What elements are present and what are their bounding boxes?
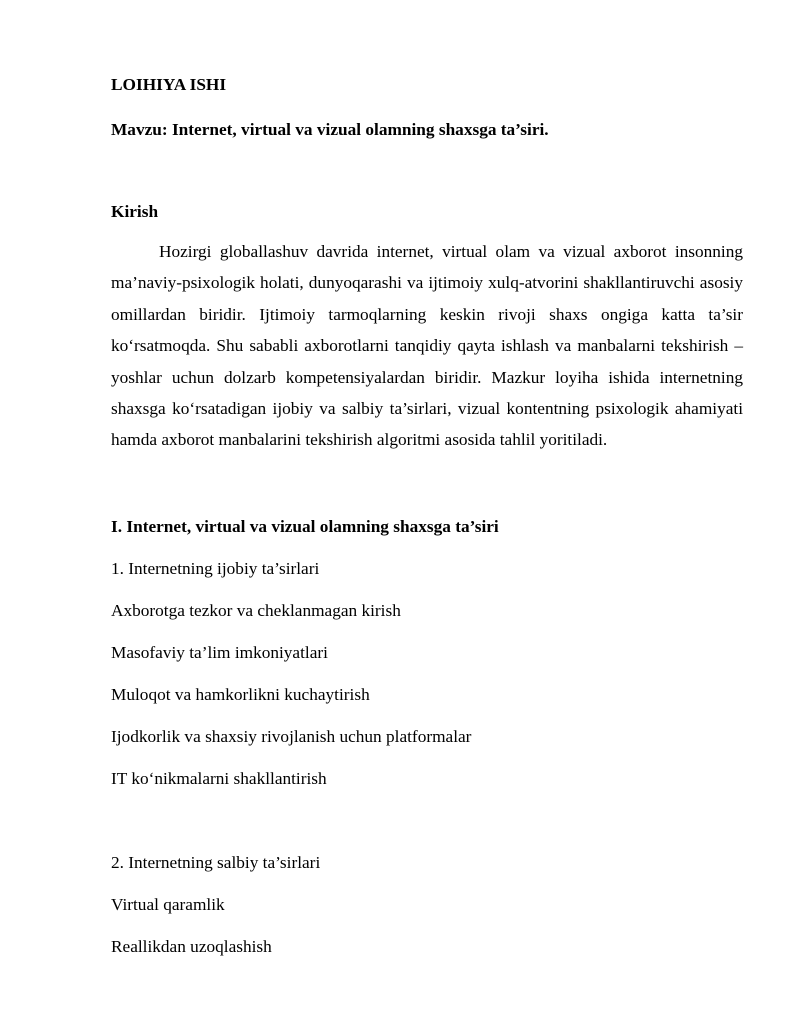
document-topic: Mavzu: Internet, virtual va vizual olamning shaxsga ta’siri. xyxy=(111,120,549,139)
list-item: Reallikdan uzoqlashish xyxy=(111,937,272,956)
list-item: Axborotga tezkor va cheklanmagan kirish xyxy=(111,601,401,620)
list-item: Masofaviy ta’lim imkoniyatlari xyxy=(111,643,328,662)
section1-heading: I. Internet, virtual va vizual olamning shaxsga ta’siri xyxy=(111,517,499,536)
list-item: Ijodkorlik va shaxsiy rivojlanish uchun platformalar xyxy=(111,727,472,746)
negative-effects-heading: 2. Internetning salbiy ta’sirlari xyxy=(111,853,321,872)
intro-paragraph: Hozirgi globallashuv davrida internet, virtual olam va vizual axborot insonning ma’naviy-psixologik holati, dunyoqarashi va ijtimoiy xulq-atvorini shakllantiruvchi asosiy omillardan biridir. Ijtimoiy tarmoqlarning keskin rivoji shaxs ongiga katta ta’sir ko‘rsatmoqda. Shu sababli axborotlarni tanqidiy qayta ishlash va manbalarni tekshirish – yoshlar uchun dolzarb kompetensiyalardan biridir. Mazkur loyiha ishida internetning shaxsga ko‘rsatadigan ijobiy va salbiy ta’sirlari, vizual kontentning psixologik ahamiyati hamda axborot manbalarini tekshirish algoritmi asosida tahlil yoritiladi. xyxy=(111,242,743,450)
list-item: Muloqot va hamkorlikni kuchaytirish xyxy=(111,685,370,704)
intro-heading: Kirish xyxy=(111,202,159,221)
list-item: Virtual qaramlik xyxy=(111,895,225,914)
positive-effects-heading: 1. Internetning ijobiy ta’sirlari xyxy=(111,559,320,578)
document-heading: LOIHIYA ISHI xyxy=(111,75,227,94)
list-item: IT ko‘nikmalarni shakllantirish xyxy=(111,769,327,788)
